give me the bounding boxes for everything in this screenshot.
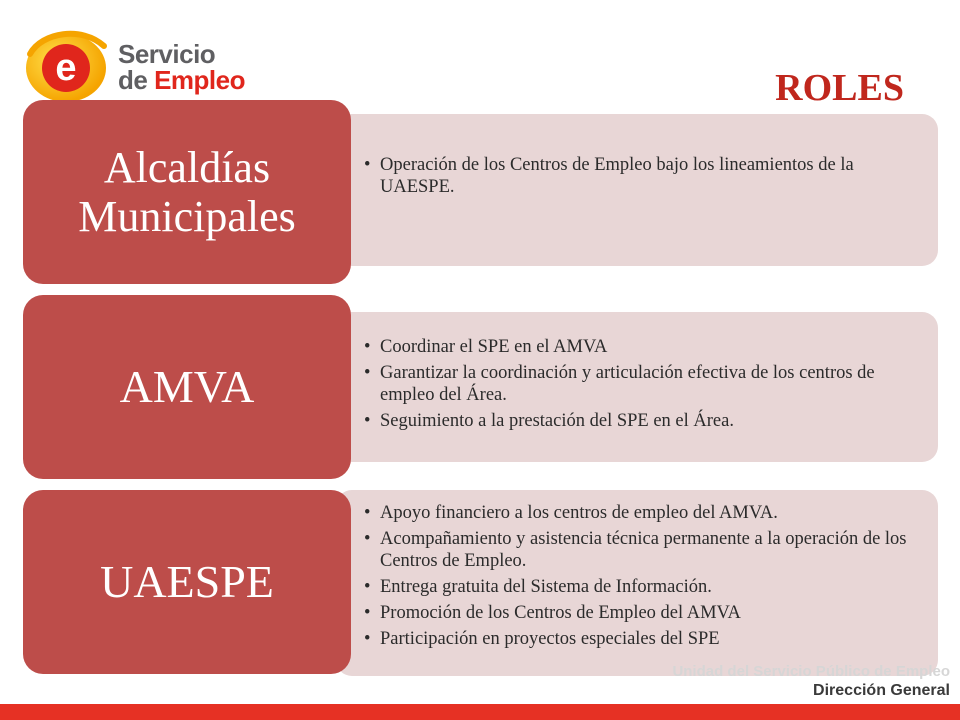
role-row-alcaldias bbox=[23, 100, 938, 284]
page-title: ROLES bbox=[775, 67, 904, 109]
logo-line-2 bbox=[118, 66, 245, 94]
list-item: • Acompañamiento y asistencia técnica permanente a la operación de los Centros de Empleo. bbox=[364, 528, 929, 572]
role-name: Alcaldías Municipales bbox=[78, 142, 296, 241]
role-items bbox=[364, 502, 929, 650]
role-row-amva bbox=[23, 295, 938, 479]
list-item: • Promoción de los Centros de Empleo del AMVA bbox=[364, 602, 929, 624]
role-tile bbox=[23, 295, 351, 479]
list-item: • Participación en proyectos especiales del SPE bbox=[364, 628, 929, 650]
logo-e-icon bbox=[22, 24, 112, 104]
footer-unit: Unidad del Servicio Público de Empleo bbox=[672, 663, 950, 680]
role-row-uaespe bbox=[23, 490, 938, 674]
svg-text:e: e bbox=[55, 47, 77, 89]
logo-line-2-accent: Empleo bbox=[154, 65, 245, 95]
role-tile bbox=[23, 100, 351, 284]
list-item: • Garantizar la coordinación y articulación efectiva de los centros de empleo del Área. bbox=[364, 362, 929, 406]
role-name: UAESPE bbox=[100, 556, 274, 608]
role-panel bbox=[336, 114, 938, 266]
logo-line-2-prefix: de bbox=[118, 65, 155, 95]
role-items bbox=[364, 154, 924, 198]
role-items bbox=[364, 336, 929, 432]
footer-bar bbox=[0, 704, 960, 720]
logo-line-1: Servicio bbox=[118, 39, 216, 69]
footer-direction: Dirección General bbox=[813, 682, 950, 699]
list-item: • Entrega gratuita del Sistema de Información. bbox=[364, 576, 929, 598]
list-item: • Operación de los Centros de Empleo bajo los lineamientos de la UAESPE. bbox=[364, 154, 924, 198]
role-name: AMVA bbox=[119, 361, 255, 413]
list-item: • Seguimiento a la prestación del SPE en el Área. bbox=[364, 410, 929, 432]
list-item: • Apoyo financiero a los centros de empleo del AMVA. bbox=[364, 502, 929, 524]
role-panel bbox=[336, 490, 938, 676]
servicio-de-empleo-logo bbox=[22, 24, 252, 104]
list-item: • Coordinar el SPE en el AMVA bbox=[364, 336, 929, 358]
role-panel bbox=[336, 312, 938, 462]
role-tile bbox=[23, 490, 351, 674]
